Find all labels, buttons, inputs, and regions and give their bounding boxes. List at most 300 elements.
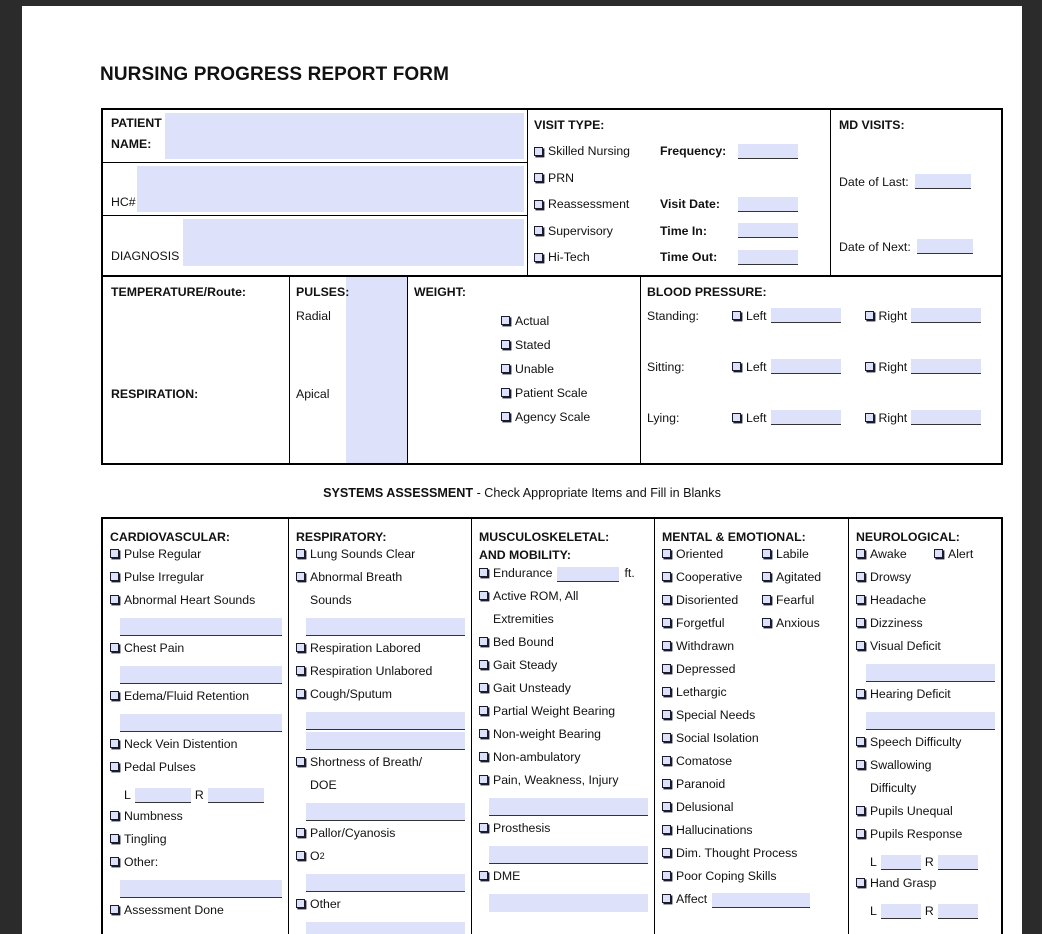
visit-type-heading: VISIT TYPE:: [534, 118, 605, 132]
item-label: Comatose: [676, 754, 733, 768]
musculoskeletal-subheading: AND MOBILITY:: [479, 548, 571, 562]
checkbox-icon[interactable]: [296, 549, 305, 558]
bp-side-label: Left: [746, 308, 767, 323]
pedal-left-input[interactable]: [135, 788, 191, 803]
pupils-right-input[interactable]: [938, 855, 978, 870]
abnormal-heart-sounds-input[interactable]: [120, 618, 282, 636]
checkbox-pupils-response[interactable]: [856, 828, 995, 851]
checkbox-non-weight-bearing[interactable]: [479, 728, 648, 751]
bp-standing-right-input[interactable]: [911, 308, 981, 323]
diagnosis-label: DIAGNOSIS: [111, 249, 180, 263]
item-label: Edema/Fluid Retention: [124, 689, 250, 703]
checkbox-hand-grasp[interactable]: [856, 877, 995, 900]
visit-type-label: Skilled Nursing: [548, 144, 631, 159]
checkbox-icon[interactable]: [856, 878, 865, 887]
item-label: Paranoid: [676, 777, 726, 791]
checkbox-icon[interactable]: [479, 823, 488, 832]
weight-cell: [408, 277, 641, 463]
checkbox-social-isolation[interactable]: [662, 732, 842, 755]
neuro-alert-cell: [934, 548, 995, 571]
checkbox-icon[interactable]: [732, 413, 741, 422]
bp-row-standing: [647, 299, 1001, 333]
checkbox-abnormal-breath-sounds[interactable]: [296, 571, 465, 594]
systems-assessment-table: [101, 517, 1003, 934]
item-label: Cough/Sputum: [310, 687, 393, 701]
checkbox-labile[interactable]: [762, 548, 842, 571]
checkbox-icon[interactable]: [662, 871, 671, 880]
checkbox-anxious[interactable]: [762, 617, 842, 640]
visit-type-row-supervisory: [534, 218, 830, 245]
checkbox-icon[interactable]: [732, 362, 741, 371]
checkbox-icon[interactable]: [501, 316, 510, 325]
checkbox-weight-stated[interactable]: [501, 333, 640, 357]
chest-pain-input[interactable]: [120, 666, 282, 684]
item-label: Pulse Irregular: [124, 570, 204, 584]
checkbox-gait-unsteady[interactable]: [479, 682, 648, 705]
checkbox-pulse-regular[interactable]: [110, 548, 282, 571]
checkbox-icon[interactable]: [762, 618, 771, 627]
neurological-heading: NEUROLOGICAL:: [856, 529, 960, 544]
bp-sitting-left-input[interactable]: [771, 359, 841, 374]
checkbox-edema-fluid-retention[interactable]: [110, 690, 282, 713]
item-label: Non-weight Bearing: [493, 726, 602, 741]
checkbox-icon[interactable]: [296, 689, 305, 698]
item-label: Disoriented: [676, 593, 739, 607]
item-label: Cooperative: [676, 570, 743, 584]
pupils-left-label: L: [870, 855, 877, 869]
checkbox-pupils-unequal[interactable]: [856, 805, 995, 828]
checkbox-chest-pain[interactable]: [110, 642, 282, 665]
checkbox-icon[interactable]: [662, 641, 671, 650]
item-label: Lung Sounds Clear: [310, 547, 416, 561]
checkbox-icon[interactable]: [856, 572, 865, 581]
bp-position-label: Lying:: [647, 410, 680, 425]
pupils-right-label: R: [924, 855, 934, 869]
checkbox-endurance[interactable]: [479, 567, 648, 590]
checkbox-affect[interactable]: [662, 893, 842, 916]
checkbox-icon[interactable]: [856, 618, 865, 627]
checkbox-special-needs[interactable]: [662, 709, 842, 732]
checkbox-respiration-unlabored[interactable]: [296, 665, 465, 688]
checkbox-icon[interactable]: [856, 737, 865, 746]
item-label: Pupils Response: [870, 827, 963, 841]
checkbox-tingling[interactable]: [110, 833, 282, 856]
checkbox-oxygen[interactable]: [296, 850, 465, 873]
weight-label: WEIGHT:: [414, 284, 466, 299]
checkbox-icon[interactable]: [662, 756, 671, 765]
visual-deficit-input[interactable]: [866, 664, 995, 682]
checkbox-icon[interactable]: [856, 829, 865, 838]
item-label: Alert: [948, 547, 974, 561]
checkbox-icon[interactable]: [479, 591, 488, 600]
prosthesis-input[interactable]: [489, 846, 648, 864]
checkbox-icon[interactable]: [110, 643, 119, 652]
checkbox-dme[interactable]: [479, 870, 648, 893]
neuro-awake-alert-row: [856, 548, 995, 571]
checkbox-bp-lying-right[interactable]: [865, 411, 908, 425]
checkbox-weight-agency-scale[interactable]: [501, 405, 640, 429]
item-label: Depressed: [676, 662, 736, 676]
md-visits-cell: [831, 110, 1001, 275]
checkbox-icon[interactable]: [662, 894, 671, 903]
bp-position-label: Sitting:: [647, 359, 685, 374]
item-label: Special Needs: [676, 708, 756, 722]
column-musculoskeletal: [472, 519, 655, 934]
shortness-of-breath-input[interactable]: [306, 803, 465, 821]
checkbox-icon[interactable]: [732, 311, 741, 320]
checkbox-icon[interactable]: [856, 549, 865, 558]
checkbox-partial-weight-bearing[interactable]: [479, 705, 648, 728]
bp-side-label: Right: [878, 308, 908, 323]
checkbox-alert[interactable]: [934, 548, 995, 571]
checkbox-icon[interactable]: [479, 729, 488, 738]
column-neurological: [849, 519, 1001, 934]
checkbox-hi-tech[interactable]: [534, 250, 660, 264]
checkbox-icon[interactable]: [662, 848, 671, 857]
checkbox-disoriented[interactable]: [662, 594, 762, 617]
diagnosis-input[interactable]: [183, 219, 524, 266]
bp-side-label: Left: [746, 410, 767, 425]
item-label: Oriented: [676, 547, 724, 561]
checkbox-icon[interactable]: [501, 364, 510, 373]
patient-name-input[interactable]: [165, 113, 524, 159]
checkbox-icon[interactable]: [110, 691, 119, 700]
pain-weakness-injury-input[interactable]: [489, 798, 648, 816]
item-label: Forgetful: [676, 616, 725, 630]
checkbox-bp-sitting-left[interactable]: [732, 360, 767, 374]
checkbox-drowsy[interactable]: [856, 571, 995, 594]
checkbox-bed-bound[interactable]: [479, 636, 648, 659]
hand-grasp-right-input[interactable]: [938, 904, 978, 919]
checkbox-pain-weakness-injury[interactable]: [479, 774, 648, 797]
checkbox-icon[interactable]: [534, 200, 543, 209]
pulses-label: PULSES:: [296, 284, 350, 299]
checkbox-icon[interactable]: [110, 572, 119, 581]
checkbox-icon[interactable]: [110, 739, 119, 748]
pulses-input[interactable]: [346, 277, 407, 463]
checkbox-icon[interactable]: [296, 851, 305, 860]
pupils-left-input[interactable]: [881, 855, 921, 870]
checkbox-dim-thought-process[interactable]: [662, 847, 842, 870]
checkbox-headache[interactable]: [856, 594, 995, 617]
checkbox-icon[interactable]: [662, 710, 671, 719]
date-of-next-label: Date of Next:: [839, 239, 911, 254]
checkbox-icon[interactable]: [110, 549, 119, 558]
checkbox-non-ambulatory[interactable]: [479, 751, 648, 774]
checkbox-paranoid[interactable]: [662, 778, 842, 801]
checkbox-icon[interactable]: [479, 775, 488, 784]
item-label: O: [310, 849, 320, 863]
mental-two-column-area: [662, 548, 842, 640]
patient-label-line1: PATIENT: [111, 116, 162, 130]
hand-grasp-lr-row: [870, 900, 995, 922]
checkbox-icon[interactable]: [479, 683, 488, 692]
checkbox-icon[interactable]: [856, 689, 865, 698]
diagnosis-row: [103, 216, 527, 269]
checkbox-shortness-of-breath[interactable]: [296, 756, 465, 779]
hand-grasp-left-input[interactable]: [881, 904, 921, 919]
date-of-next-input[interactable]: [917, 239, 973, 254]
item-label: Prosthesis: [493, 820, 551, 835]
checkbox-icon[interactable]: [479, 568, 488, 577]
checkbox-icon[interactable]: [296, 643, 305, 652]
item-label: Abnormal Heart Sounds: [124, 593, 256, 607]
checkbox-icon[interactable]: [934, 549, 943, 558]
item-label: Speech Difficulty: [870, 735, 962, 749]
checkbox-icon[interactable]: [856, 595, 865, 604]
item-label: Active ROM, All: [493, 588, 579, 603]
endurance-label: Endurance: [493, 565, 553, 580]
checkbox-icon[interactable]: [662, 779, 671, 788]
checkbox-weight-unable[interactable]: [501, 357, 640, 381]
checkbox-pallor-cyanosis[interactable]: [296, 827, 465, 850]
item-label: Hearing Deficit: [870, 687, 951, 701]
item-label: Other:: [124, 855, 159, 869]
item-label: Pain, Weakness, Injury: [493, 772, 619, 787]
checkbox-icon[interactable]: [479, 871, 488, 880]
checkbox-icon[interactable]: [110, 834, 119, 843]
item-label: Labile: [776, 547, 809, 561]
mental-left-column: [662, 548, 762, 640]
checkbox-comatose[interactable]: [662, 755, 842, 778]
checkbox-icon[interactable]: [296, 757, 305, 766]
checkbox-icon[interactable]: [534, 253, 543, 262]
checkbox-supervisory[interactable]: [534, 224, 660, 238]
checkbox-icon[interactable]: [501, 412, 510, 421]
checkbox-icon[interactable]: [534, 226, 543, 235]
checkbox-forgetful[interactable]: [662, 617, 762, 640]
checkbox-icon[interactable]: [662, 733, 671, 742]
item-label: Respiration Unlabored: [310, 664, 433, 678]
checkbox-cardio-assessment-done[interactable]: [110, 904, 282, 927]
checkbox-depressed[interactable]: [662, 663, 842, 686]
checkbox-icon[interactable]: [479, 706, 488, 715]
md-visits-heading: MD VISITS:: [839, 118, 905, 132]
bp-row-lying: [647, 401, 1001, 435]
item-label: Hallucinations: [676, 823, 753, 837]
checkbox-abnormal-heart-sounds[interactable]: [110, 594, 282, 617]
hand-grasp-left-label: L: [870, 904, 877, 918]
visit-type-row-prn: [534, 165, 830, 192]
item-label: Poor Coping Skills: [676, 869, 777, 883]
item-label: Other: [310, 897, 341, 911]
hc-number-input[interactable]: [137, 166, 524, 212]
checkbox-lethargic[interactable]: [662, 686, 842, 709]
item-label: Bed Bound: [493, 634, 554, 649]
item-label: Abnormal Breath: [310, 570, 403, 584]
item-label: Chest Pain: [124, 641, 185, 655]
time-in-input[interactable]: [738, 223, 798, 238]
checkbox-icon[interactable]: [865, 362, 874, 371]
respiration-label: RESPIRATION:: [111, 386, 199, 401]
visit-type-row-skilled-nursing: [534, 138, 830, 165]
checkbox-cooperative[interactable]: [662, 571, 762, 594]
checkbox-icon[interactable]: [296, 666, 305, 675]
checkbox-icon[interactable]: [762, 549, 771, 558]
checkbox-skilled-nursing[interactable]: [534, 144, 660, 158]
checkbox-gait-steady[interactable]: [479, 659, 648, 682]
mental-right-column: [762, 548, 842, 640]
time-out-input[interactable]: [738, 250, 798, 265]
abnormal-breath-sounds-input[interactable]: [306, 618, 465, 636]
checkbox-pedal-pulses[interactable]: [110, 761, 282, 784]
dme-input[interactable]: [489, 894, 648, 912]
checkbox-awake[interactable]: [856, 548, 934, 571]
checkbox-icon[interactable]: [662, 618, 671, 627]
frequency-label: Frequency:: [660, 144, 727, 159]
checkbox-icon[interactable]: [479, 660, 488, 669]
doe-continuation: DOE: [310, 778, 337, 792]
checkbox-icon[interactable]: [110, 595, 119, 604]
item-label: Headache: [870, 593, 927, 607]
oxygen-subscript: 2: [319, 851, 325, 861]
checkbox-icon[interactable]: [534, 147, 543, 156]
checkbox-icon[interactable]: [479, 752, 488, 761]
checkbox-icon[interactable]: [856, 760, 865, 769]
checkbox-icon[interactable]: [662, 595, 671, 604]
hc-number-row: [103, 163, 527, 216]
item-label: Dizziness: [870, 616, 923, 630]
pulses-radial-label: Radial: [296, 308, 331, 323]
patient-info-cell: [103, 110, 528, 275]
checkbox-visual-deficit[interactable]: [856, 640, 995, 663]
bp-side-label: Left: [746, 359, 767, 374]
extremities-continuation: Extremities: [493, 611, 554, 626]
checkbox-fearful[interactable]: [762, 594, 842, 617]
checkbox-icon[interactable]: [856, 806, 865, 815]
bp-lying-left-input[interactable]: [771, 410, 841, 425]
visit-type-cell: [528, 110, 831, 275]
checkbox-icon[interactable]: [110, 905, 119, 914]
checkbox-bp-standing-left[interactable]: [732, 309, 767, 323]
checkbox-icon[interactable]: [296, 572, 305, 581]
bp-lying-right-input[interactable]: [911, 410, 981, 425]
checkbox-weight-patient-scale[interactable]: [501, 381, 640, 405]
bp-standing-left-input[interactable]: [771, 308, 841, 323]
checkbox-icon[interactable]: [856, 641, 865, 650]
item-label: Hand Grasp: [870, 876, 937, 890]
blood-pressure-cell: [641, 277, 1001, 463]
pupils-response-lr-row: [870, 851, 995, 873]
item-label: Pedal Pulses: [124, 760, 196, 774]
item-label: Drowsy: [870, 570, 911, 584]
checkbox-cough-sputum[interactable]: [296, 688, 465, 711]
checkbox-icon[interactable]: [662, 549, 671, 558]
checkbox-poor-coping-skills[interactable]: [662, 870, 842, 893]
checkbox-icon[interactable]: [662, 687, 671, 696]
checkbox-agitated[interactable]: [762, 571, 842, 594]
respiratory-other-input[interactable]: [306, 922, 465, 934]
visit-type-label: Supervisory: [548, 223, 613, 238]
checkbox-dizziness[interactable]: [856, 617, 995, 640]
cough-sputum-input-1[interactable]: [306, 712, 465, 730]
neuro-awake-cell: [856, 548, 934, 571]
pedal-right-input[interactable]: [208, 788, 264, 803]
visit-type-label: PRN: [548, 170, 574, 185]
patient-name-row: [103, 110, 527, 163]
checkbox-neck-vein-distention[interactable]: [110, 738, 282, 761]
checkbox-icon[interactable]: [865, 413, 874, 422]
checkbox-bp-standing-right[interactable]: [865, 309, 908, 323]
pedal-right-label: R: [194, 788, 204, 802]
checkbox-icon[interactable]: [110, 857, 119, 866]
checkbox-icon[interactable]: [501, 388, 510, 397]
checkbox-speech-difficulty[interactable]: [856, 736, 995, 759]
checkbox-hallucinations[interactable]: [662, 824, 842, 847]
checkbox-icon[interactable]: [534, 173, 543, 182]
checkbox-active-rom[interactable]: [479, 590, 648, 613]
checkbox-icon[interactable]: [662, 572, 671, 581]
time-in-label: Time In:: [660, 223, 707, 238]
endurance-input[interactable]: [557, 567, 619, 582]
cardio-other-input[interactable]: [120, 880, 282, 898]
respiratory-heading: RESPIRATORY:: [296, 529, 387, 544]
item-label: Pulse Regular: [124, 547, 202, 561]
checkbox-bp-sitting-right[interactable]: [865, 360, 908, 374]
item-label: Tingling: [124, 832, 167, 846]
checkbox-icon[interactable]: [479, 637, 488, 646]
time-out-label: Time Out:: [660, 250, 718, 265]
checkbox-lung-sounds-clear[interactable]: [296, 548, 465, 571]
item-label: Lethargic: [676, 685, 727, 699]
checkbox-delusional[interactable]: [662, 801, 842, 824]
column-cardiovascular: [103, 519, 289, 934]
checkbox-prosthesis[interactable]: [479, 822, 648, 845]
edema-input[interactable]: [120, 714, 282, 732]
frequency-input[interactable]: [738, 144, 798, 159]
checkbox-respiration-labored[interactable]: [296, 642, 465, 665]
checkbox-icon[interactable]: [110, 762, 119, 771]
checkbox-reassessment[interactable]: [534, 197, 660, 211]
checkbox-icon[interactable]: [662, 802, 671, 811]
checkbox-icon[interactable]: [296, 899, 305, 908]
checkbox-respiratory-other[interactable]: [296, 898, 465, 921]
checkbox-icon[interactable]: [296, 828, 305, 837]
hearing-deficit-input[interactable]: [866, 712, 995, 730]
checkbox-icon[interactable]: [865, 311, 874, 320]
bp-sitting-right-input[interactable]: [911, 359, 981, 374]
checkbox-icon[interactable]: [110, 811, 119, 820]
checkbox-oriented[interactable]: [662, 548, 762, 571]
item-label: Shortness of Breath/: [310, 755, 423, 769]
cough-sputum-input-2[interactable]: [306, 732, 465, 750]
checkbox-icon[interactable]: [662, 825, 671, 834]
endurance-unit-label: ft.: [624, 565, 635, 580]
checkbox-bp-lying-left[interactable]: [732, 411, 767, 425]
affect-input[interactable]: [712, 893, 810, 908]
checkbox-weight-actual[interactable]: [501, 309, 640, 333]
checkbox-icon[interactable]: [501, 340, 510, 349]
checkbox-cardio-other[interactable]: [110, 856, 282, 879]
checkbox-icon[interactable]: [662, 664, 671, 673]
checkbox-icon[interactable]: [762, 572, 771, 581]
oxygen-input[interactable]: [306, 874, 465, 892]
visit-date-input[interactable]: [738, 197, 798, 212]
hc-label: HC#: [111, 195, 136, 209]
checkbox-withdrawn[interactable]: [662, 640, 842, 663]
checkbox-pulse-irregular[interactable]: [110, 571, 282, 594]
date-of-last-input[interactable]: [915, 174, 971, 189]
checkbox-swallowing-difficulty[interactable]: [856, 759, 995, 782]
visit-type-label: Hi-Tech: [548, 250, 590, 265]
weight-option-label: Patient Scale: [515, 385, 588, 400]
checkbox-numbness[interactable]: [110, 810, 282, 833]
checkbox-hearing-deficit[interactable]: [856, 688, 995, 711]
date-of-last-row: [839, 174, 1001, 189]
checkbox-prn[interactable]: [534, 171, 660, 185]
item-label: Swallowing: [870, 758, 932, 772]
checkbox-icon[interactable]: [762, 595, 771, 604]
